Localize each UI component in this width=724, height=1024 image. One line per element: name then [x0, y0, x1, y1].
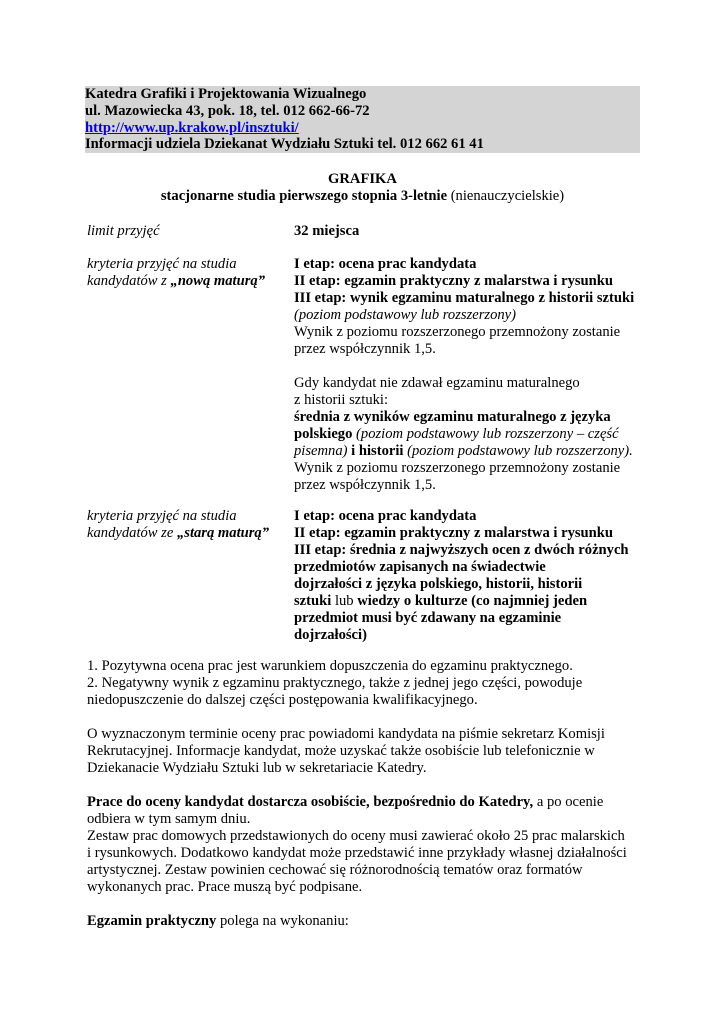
subtitle-normal: (nienauczycielskie): [447, 188, 565, 204]
new-matura-alt-line2: z historii sztuki:: [294, 392, 389, 408]
new-matura-label: [87, 256, 287, 290]
old-matura-stage3-line4a: sztuki: [294, 593, 332, 609]
new-matura-alt-line5: [294, 426, 644, 443]
note-2-line1: 2. Negatywny wynik z egzaminu praktycznego, także z jednej jego części, powoduje: [87, 675, 583, 691]
exam-bold: Egzamin praktyczny: [87, 913, 217, 929]
works-section: [87, 794, 647, 896]
subtitle-bold: stacjonarne studia pierwszego stopnia 3-letnie: [160, 188, 448, 204]
old-matura-stage2: II etap: egzamin praktyczny z malarstwa i rysunku: [294, 525, 614, 541]
new-matura-stage2: II etap: egzamin praktyczny z malarstwa i rysunku: [294, 273, 614, 289]
department-link[interactable]: http://www.up.krakow.pl/insztuki/: [85, 119, 299, 136]
exam-line: [87, 913, 647, 930]
works-line1: [87, 794, 647, 811]
note-1: 1. Pozytywna ocena prac jest warunkiem dopuszczenia do egzaminu praktycznego.: [87, 658, 573, 674]
new-matura-alt-factor2: przez współczynnik 1,5.: [294, 477, 436, 493]
new-matura-label-line2: [87, 273, 287, 290]
new-matura-label-bold: „nową maturą”: [170, 273, 265, 289]
exam-section: [87, 913, 647, 930]
old-matura-label: [87, 508, 287, 542]
old-matura-stage3-line3: dojrzałości z języka polskiego, historii, historii: [294, 576, 583, 592]
works-line2: odbiera w tym samym dniu.: [87, 811, 251, 827]
works-line4: i rysunkowych. Dodatkowo kandydat może przedstawić inne przykłady własnej działalności: [87, 845, 627, 861]
old-matura-stage1: I etap: ocena prac kandydata: [294, 508, 477, 524]
works-normal: a po ocenie: [533, 794, 604, 810]
new-matura-label-text: kandydatów z: [87, 273, 171, 289]
new-matura-stage3-note: (poziom podstawowy lub rozszerzony): [294, 307, 517, 323]
old-matura-label-line1: kryteria przyjęć na studia: [87, 508, 237, 524]
new-matura-alt-bold1: średnia z wyników egzaminu maturalnego z języka: [294, 409, 611, 425]
exam-normal: polega na wykonaniu:: [216, 913, 349, 929]
works-line5: artystycznej. Zestaw powinien cechować się różnorodnością tematów oraz formatów: [87, 862, 583, 878]
page-title: GRAFIKA: [328, 171, 397, 187]
info-line1: O wyznaczonym terminie oceny prac powiadomi kandydata na piśmie sekretarz Komisji: [87, 726, 605, 742]
old-matura-label-line2: [87, 525, 287, 542]
old-matura-label-text: kandydatów ze: [87, 525, 177, 541]
old-matura-label-bold: „starą maturą”: [176, 525, 270, 541]
note-2-line2: niedopuszczenie do dalszej części postępowania kwalifikacyjnego.: [87, 692, 478, 708]
old-matura-stage3-line2: przedmiotów zapisanych na świadectwie: [294, 559, 546, 575]
old-matura-criteria: [294, 508, 644, 644]
old-matura-stage3-line4: [294, 593, 644, 610]
notes-section: [87, 658, 647, 709]
new-matura-alt-italic3: (poziom podstawowy lub rozszerzony).: [403, 443, 633, 459]
new-matura-alt-italic2: pisemna): [294, 443, 348, 459]
new-matura-factor-line2: przez współczynnik 1,5.: [294, 341, 436, 357]
new-matura-label-line1: kryteria przyjęć na studia: [87, 256, 237, 272]
old-matura-stage3-line6: dojrzałości): [294, 627, 367, 643]
limit-label-text: limit przyjęć: [87, 223, 160, 239]
new-matura-factor-line1: Wynik z poziomu rozszerzonego przemnożony zostanie: [294, 324, 621, 340]
limit-value: [294, 223, 644, 240]
new-matura-stage3: III etap: wynik egzaminu maturalnego z historii sztuki: [294, 290, 635, 306]
old-matura-stage3-line1: III etap: średnia z najwyższych ocen z dwóch różnych: [294, 542, 629, 558]
old-matura-stage3-line4c: wiedzy o kulturze (co najmniej jeden: [357, 593, 588, 609]
limit-label: [87, 223, 287, 240]
new-matura-alt-and: i historii: [347, 443, 404, 459]
info-section: [87, 726, 647, 777]
works-line3: Zestaw prac domowych przedstawionych do oceny musi zawierać około 25 prac malarskich: [87, 828, 625, 844]
department-header: [85, 86, 640, 153]
department-name: Katedra Grafiki i Projektowania Wizualnego: [85, 86, 367, 102]
new-matura-stage1: I etap: ocena prac kandydata: [294, 256, 477, 272]
old-matura-stage3-line5: przedmiot musi być zdawany na egzaminie: [294, 610, 562, 626]
new-matura-alt-italic1: (poziom podstawowy lub rozszerzony – część: [352, 426, 619, 442]
new-matura-criteria: [294, 256, 644, 494]
works-bold: Prace do oceny kandydat dostarcza osobiście, bezpośrednio do Katedry,: [87, 794, 534, 810]
old-matura-stage3-line4b: lub: [331, 593, 358, 609]
new-matura-alt-line6: [294, 443, 644, 460]
info-line2: Rekrutacyjnej. Informacje kandydat, może uzyskać także osobiście lub telefonicznie w: [87, 743, 595, 759]
limit-value-text: 32 miejsca: [294, 223, 360, 239]
new-matura-alt-line1: Gdy kandydat nie zdawał egzaminu maturalnego: [294, 375, 580, 391]
dean-office-info: Informacji udziela Dziekanat Wydziału Sztuki tel. 012 662 61 41: [85, 136, 484, 153]
department-address: ul. Mazowiecka 43, pok. 18, tel. 012 662-66-72: [85, 102, 370, 119]
works-line6: wykonanych prac. Prace muszą być podpisane.: [87, 879, 363, 895]
info-line3: Dziekanacie Wydziału Sztuki lub w sekretariacie Katedry.: [87, 760, 427, 776]
new-matura-alt-bold2: polskiego: [294, 426, 353, 442]
new-matura-alt-factor1: Wynik z poziomu rozszerzonego przemnożony zostanie: [294, 460, 621, 476]
page-subtitle: [85, 188, 640, 205]
